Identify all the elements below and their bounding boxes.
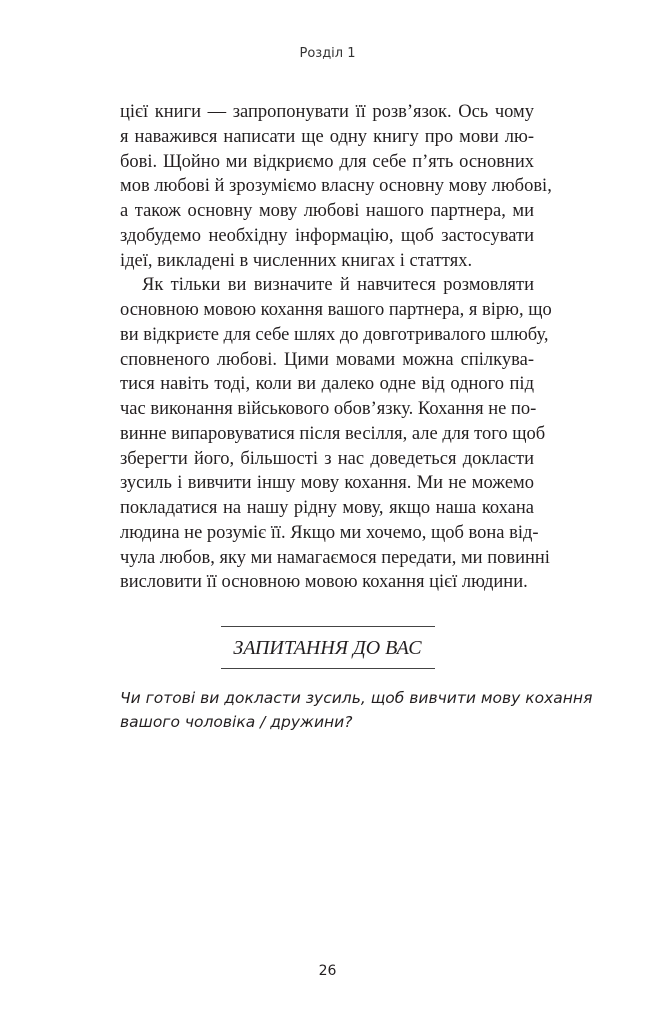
text-line: висловити її основною мовою кохання цієї людини. bbox=[120, 572, 528, 593]
text-line: час виконання військового обов’язку. Кохання не по- bbox=[120, 399, 537, 419]
text-line: тися навіть тоді, коли ви далеко одне від одного під bbox=[120, 374, 534, 395]
text-line: винне випаровуватися після весілля, але для того щоб bbox=[120, 423, 546, 444]
text-line: зусиль і вивчити іншу мову кохання. Ми не можемо bbox=[120, 473, 534, 494]
text-line: цієї книги — запропонувати її розв’язок. Ось чому bbox=[120, 102, 534, 122]
text-line: покладатися на нашу рідну мову, якщо наша кохана bbox=[120, 498, 534, 518]
section-rule-bottom bbox=[221, 668, 435, 669]
text-line: сповненого любові. Цими мовами можна спілкува- bbox=[120, 349, 534, 370]
text-line: бові. Щойно ми відкриємо для себе п’ять основних bbox=[120, 151, 534, 172]
text-line: я наважився написати ще одну книгу про мови лю- bbox=[120, 126, 534, 147]
text-line: основною мовою кохання вашого партнера, я вірю, що bbox=[120, 300, 552, 320]
text-line: зберегти його, більшості з нас доведеться докласти bbox=[120, 448, 534, 469]
section-title: ЗАПИТАННЯ ДО ВАС bbox=[233, 637, 422, 659]
running-header: Розділ 1 bbox=[299, 46, 356, 61]
section-rule-top bbox=[221, 626, 435, 627]
text-line: ідеї, викладені в численних книгах і статтях. bbox=[120, 250, 473, 271]
text-line: мов любові й зрозуміємо власну основну мову любові, bbox=[120, 176, 552, 197]
text-line: Як тільки ви визначите й навчитеся розмовляти bbox=[142, 275, 534, 296]
text-line: а також основну мову любові нашого партнера, ми bbox=[120, 201, 534, 221]
text-line: чула любов, яку ми намагаємося передати, ми повинні bbox=[120, 547, 550, 568]
text-line: ви відкриєте для себе шлях до довготривалого шлюбу, bbox=[120, 324, 549, 345]
question-text bbox=[120, 686, 593, 734]
text-line: людина не розуміє її. Якщо ми хочемо, щоб вона від- bbox=[120, 522, 539, 543]
page-number: 26 bbox=[318, 963, 337, 979]
question-line: Чи готові ви докласти зусиль, щоб вивчити мову кохання bbox=[120, 689, 593, 707]
body-text bbox=[120, 100, 552, 595]
text-line: здобудемо необхідну інформацію, щоб застосувати bbox=[120, 225, 534, 246]
question-line: вашого чоловіка / дружини? bbox=[120, 713, 353, 731]
